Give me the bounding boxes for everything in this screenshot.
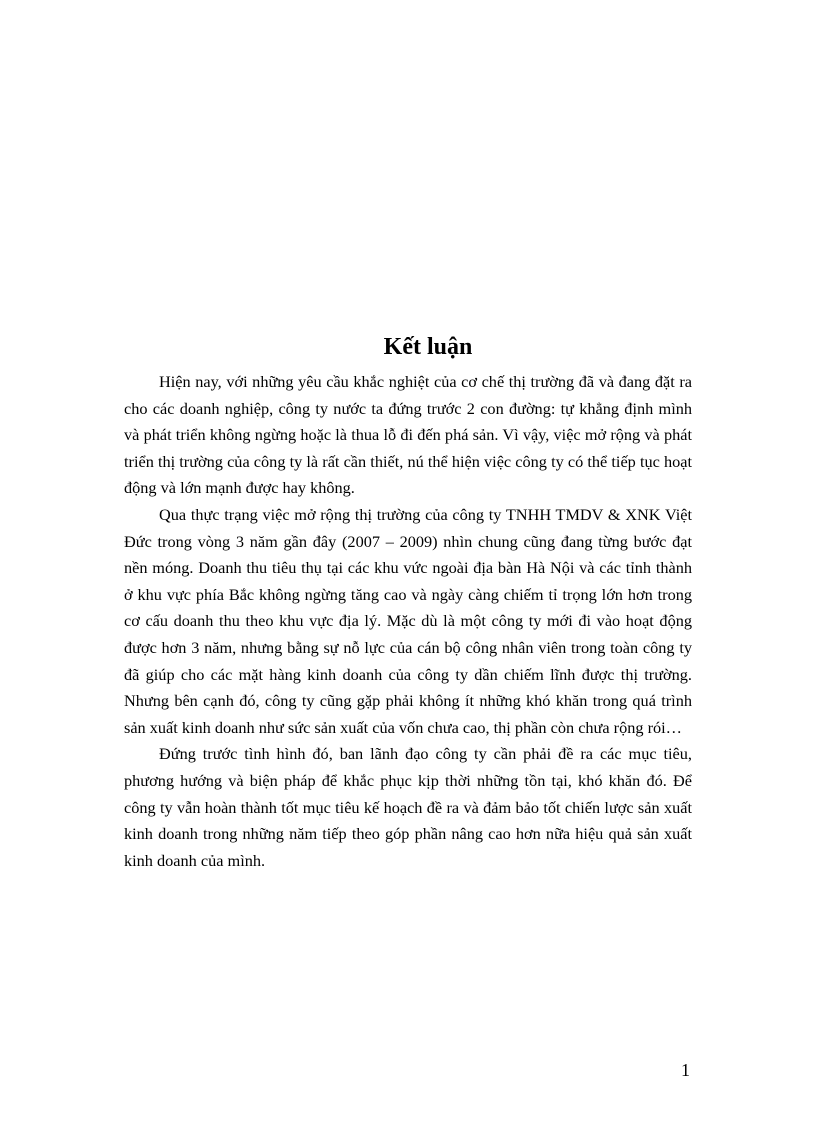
- paragraph-1: Hiện nay, với những yêu cầu khắc nghiệt của cơ chế thị trường đã và đang đặt ra cho các doanh nghiệp, công ty nước ta đứng trước 2 con đường: tự khẳng định mình và phát triển không ngừng hoặc là thua lỗ đi đến phá sản. Vì vậy, việc mở rộng và phát triển thị trường của công ty là rất cần thiết, nú thể hiện việc công ty có thể tiếp tục hoạt động và lớn mạnh được hay không.: [124, 372, 692, 498]
- paragraph-2: Qua thực trạng việc mở rộng thị trường của công ty TNHH TMDV & XNK Việt Đức trong vòng 3 năm gần đây (2007 – 2009) nhìn chung cũng đang từng bước đạt nền móng. Doanh thu tiêu thụ tại các khu vức ngoài địa bàn Hà Nội và các tỉnh thành ở khu vực phía Bắc không ngừng tăng cao và ngày càng chiếm tỉ trọng lớn hơn trong cơ cấu doanh thu theo khu vực địa lý. Mặc dù là một công ty mới đi vào hoạt động được hơn 3 năm, nhưng bằng sự nỗ lực của cán bộ công nhân viên trong toàn công ty đã giúp cho các mặt hàng kinh doanh của công ty dần chiếm lĩnh được thị trường. Nhưng bên cạnh đó, công ty cũng gặp phải không ít những khó khăn trong quá trình sản xuất kinh doanh như sức sản xuất của vốn chưa cao, thị phần còn chưa rộng rói…: [124, 504, 692, 737]
- page-number: 1: [681, 1060, 690, 1080]
- document-body: [124, 369, 692, 874]
- page-title: Kết luận: [383, 334, 473, 360]
- paragraph-3: Đứng trước tình hình đó, ban lãnh đạo công ty cần phải đề ra các mục tiêu, phương hướng và biện pháp để khắc phục kịp thời những tồn tại, khó khăn đó. Để công ty vẫn hoàn thành tốt mục tiêu kế hoạch đề ra và đảm bảo tốt chiến lược sản xuất kinh doanh trong những năm tiếp theo góp phần nâng cao hơn nữa hiệu quả sản xuất kinh doanh của mình.: [124, 744, 692, 870]
